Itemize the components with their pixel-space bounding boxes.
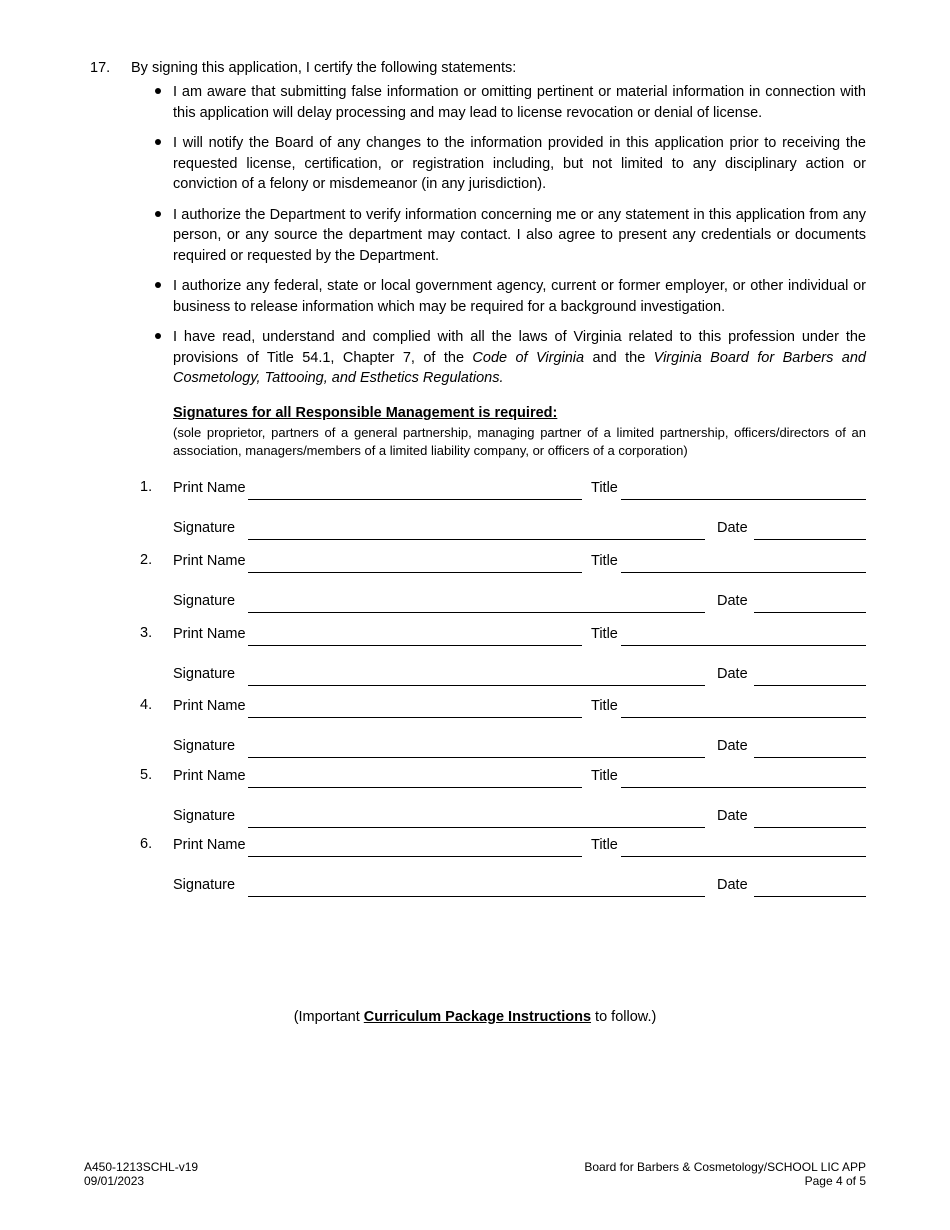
- title-field[interactable]: [621, 572, 866, 573]
- footer-form-info: [84, 1160, 198, 1188]
- title-field[interactable]: [621, 856, 866, 857]
- signature-row: [0, 697, 950, 754]
- date-label: Date: [717, 593, 748, 609]
- statement-item: I am aware that submitting false information or omitting pertinent or material information in connection with this application will delay processing and may lead to license revocation or denial of license.: [173, 82, 866, 123]
- code-of-virginia-ref: Code of Virginia: [472, 349, 585, 366]
- statement-item: I authorize the Department to verify information concerning me or any statement in this application from any person, or any source the department may contact. I also agree to present any credentials or documents required or requested by the Department.: [173, 205, 866, 267]
- print-name-field[interactable]: [248, 499, 582, 500]
- signature-field[interactable]: [248, 827, 705, 828]
- page-number: Page 4 of 5: [804, 1174, 866, 1188]
- signature-label: Signature: [173, 808, 236, 824]
- signatures-note: (sole proprietor, partners of a general partnership, managing partner of a limited partnership, officers/directors of an association, managers/members of a limited liability company, or officers of a corporation): [173, 425, 866, 458]
- title-label: Title: [591, 553, 618, 569]
- signatures-heading: Signatures for all Responsible Management is required:: [173, 405, 558, 421]
- print-name-label: Print Name: [173, 768, 246, 784]
- date-label: Date: [717, 738, 748, 754]
- signature-field[interactable]: [248, 612, 705, 613]
- signature-row: [0, 767, 950, 824]
- important-suffix: to follow.): [591, 1009, 657, 1025]
- row-number: 6.: [140, 836, 153, 852]
- row-number: 2.: [140, 552, 153, 568]
- print-name-label: Print Name: [173, 553, 246, 569]
- title-label: Title: [591, 698, 618, 714]
- print-name-field[interactable]: [248, 787, 582, 788]
- print-name-label: Print Name: [173, 480, 246, 496]
- print-name-field[interactable]: [248, 572, 582, 573]
- important-note: [0, 1009, 950, 1025]
- statement-item: [173, 327, 866, 389]
- row-number: 1.: [140, 479, 153, 495]
- date-field[interactable]: [754, 612, 866, 613]
- row-number: 5.: [140, 767, 153, 783]
- date-label: Date: [717, 520, 748, 536]
- statement-item: I will notify the Board of any changes to the information provided in this application prior to receiving the requested license, certification, or registration including, but not limited to any disciplinary action or conviction of a felony or misdemeanor (in any jurisdiction).: [173, 133, 866, 195]
- signature-row: [0, 625, 950, 682]
- signature-field[interactable]: [248, 539, 705, 540]
- row-number: 4.: [140, 697, 153, 713]
- title-label: Title: [591, 837, 618, 853]
- title-label: Title: [591, 480, 618, 496]
- form-id: A450-1213SCHL-v19: [84, 1160, 199, 1174]
- date-field[interactable]: [754, 685, 866, 686]
- print-name-label: Print Name: [173, 837, 246, 853]
- signature-field[interactable]: [248, 685, 705, 686]
- signature-label: Signature: [173, 877, 236, 893]
- date-field[interactable]: [754, 827, 866, 828]
- date-field[interactable]: [754, 539, 866, 540]
- signature-row: [0, 479, 950, 536]
- regulations-ref: Virginia Board for Barbers and Cosmetology, Tattooing, and Esthetics Regulations.: [173, 349, 866, 386]
- signature-label: Signature: [173, 520, 236, 536]
- signature-row: [0, 836, 950, 893]
- print-name-label: Print Name: [173, 626, 246, 642]
- signature-field[interactable]: [248, 757, 705, 758]
- row-number: 3.: [140, 625, 153, 641]
- certification-statements: [173, 82, 866, 399]
- print-name-field[interactable]: [248, 856, 582, 857]
- date-field[interactable]: [754, 896, 866, 897]
- form-date: 09/01/2023: [84, 1174, 145, 1188]
- title-label: Title: [591, 626, 618, 642]
- footer-page-info: [584, 1160, 866, 1188]
- curriculum-package-instructions: Curriculum Package Instructions: [363, 1009, 592, 1025]
- statement-item: I authorize any federal, state or local government agency, current or former employer, or other individual or business to release information which may be required for a background investigation.: [173, 276, 866, 317]
- statement-text: I have read, understand and complied with all the laws of Virginia related to this profession under the provisions of Title 54.1, Chapter 7, of the: [173, 329, 866, 366]
- title-field[interactable]: [621, 645, 866, 646]
- title-label: Title: [591, 768, 618, 784]
- date-label: Date: [717, 666, 748, 682]
- signature-label: Signature: [173, 738, 236, 754]
- important-prefix: (Important: [293, 1009, 364, 1025]
- date-field[interactable]: [754, 757, 866, 758]
- title-field[interactable]: [621, 717, 866, 718]
- question-intro: By signing this application, I certify the following statements:: [131, 60, 517, 76]
- print-name-field[interactable]: [248, 717, 582, 718]
- signature-label: Signature: [173, 666, 236, 682]
- signature-label: Signature: [173, 593, 236, 609]
- print-name-field[interactable]: [248, 645, 582, 646]
- statement-text: and the: [584, 349, 654, 366]
- board-name: Board for Barbers & Cosmetology/SCHOOL LIC APP: [584, 1160, 866, 1174]
- title-field[interactable]: [621, 787, 866, 788]
- date-label: Date: [717, 877, 748, 893]
- print-name-label: Print Name: [173, 698, 246, 714]
- signature-field[interactable]: [248, 896, 705, 897]
- title-field[interactable]: [621, 499, 866, 500]
- date-label: Date: [717, 808, 748, 824]
- signature-row: [0, 552, 950, 609]
- question-number: 17.: [90, 60, 111, 76]
